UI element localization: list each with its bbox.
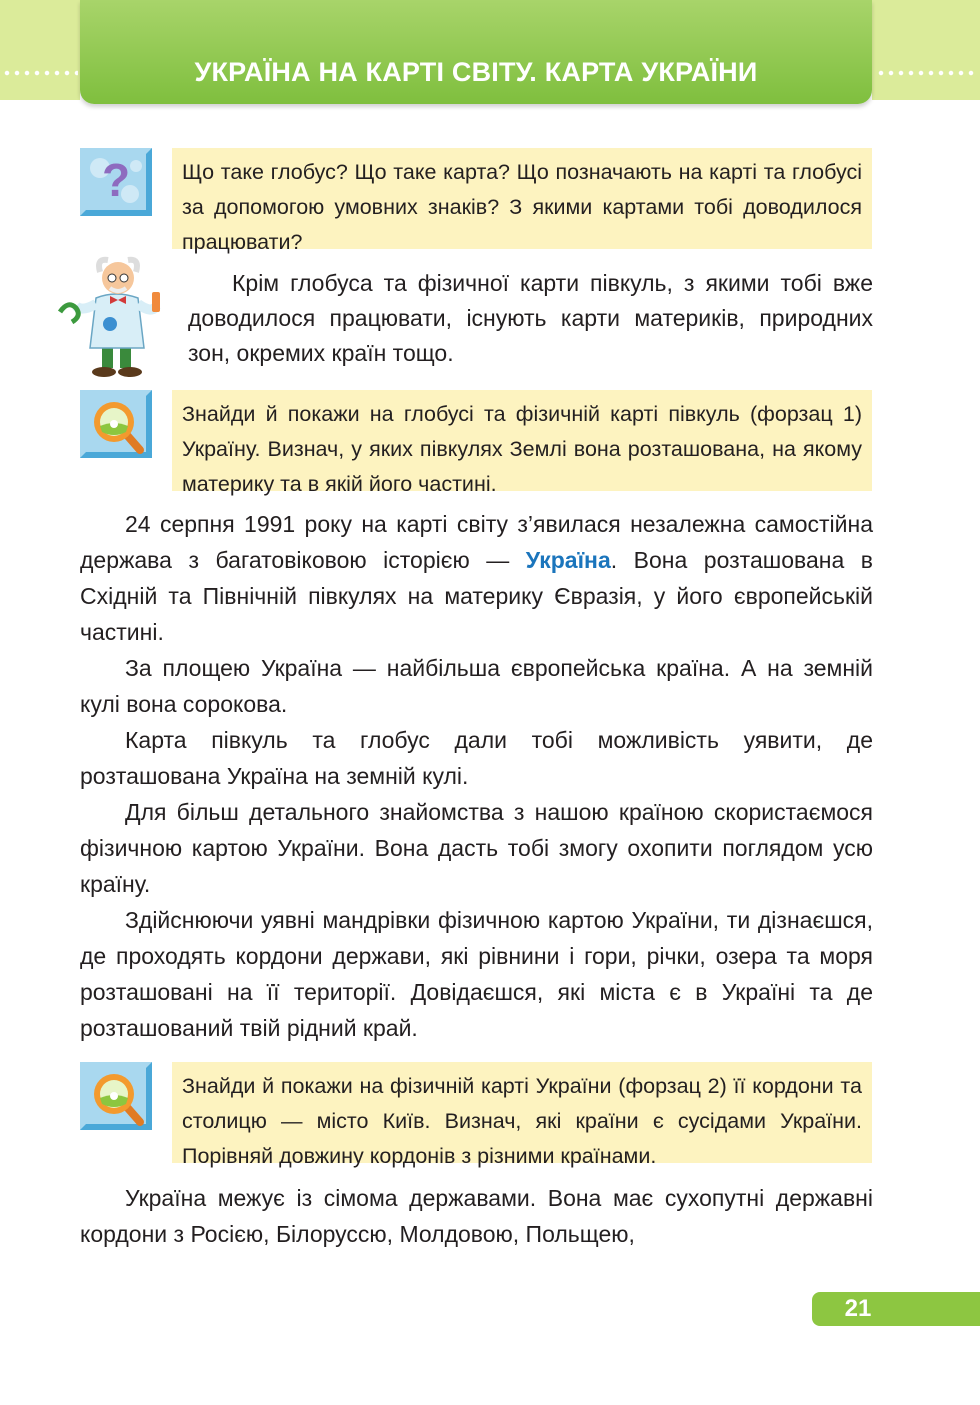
task-box-2 [172,1062,872,1168]
intro-paragraph [188,266,873,371]
paragraph-1: 24 серпня 1991 року на карті світу з’явилася незалежна самостійна держава з багатовіковою історією — Україна. Вона розташована в Східній та Північній півкулях на материку Євразія, у його європейській частині. [80,511,873,645]
main-text [80,506,873,1046]
task-box-1 [172,390,872,496]
closing-text [80,1180,873,1252]
task-2-text: Знайди й покажи на фізичній карті України (форзац 2) її кордони та столицю — місто Київ. Визнач, які країни є сусідами України. Порівняй довжину кордонів з різними країнами. [182,1074,862,1168]
highlight-ukraine: Україна [525,547,611,573]
header-dots-left [2,70,78,76]
header-banner [80,0,872,104]
magnifier-icon [80,1062,152,1130]
paragraph-2: За площею Україна — найбільша європейська країна. А на земній кулі вона сорокова. [80,655,873,717]
page-title: УКРАЇНА НА КАРТІ СВІТУ. КАРТА УКРАЇНИ [194,57,758,87]
page-number: 21 [844,1295,872,1322]
paragraph-3: Карта півкуль та глобус дали тобі можливість уявити, де розташована Україна на земній кулі. [80,727,873,789]
svg-text:?: ? [101,154,131,206]
question-box [172,148,872,254]
professor-icon [58,250,178,380]
intro-text: Крім глобуса та фізичної карти півкуль, з якими тобі вже доводилося працювати, існують карти материків, природних зон, окремих країн тощо. [188,270,873,366]
paragraph-6: Україна межує із сімома державами. Вона має сухопутні державні кордони з Росією, Білоруссю, Молдовою, Польщею, [80,1185,873,1247]
question-text: Що таке глобус? Що таке карта? Що позначають на карті та глобусі за допомогою умовних знаків? З якими картами тобі доводилося працювати? [182,160,862,254]
paragraph-4: Для більш детального знайомства з нашою країною скористаємося фізичною картою України. Вона дасть тобі змогу охопити поглядом усю країну. [80,799,873,897]
question-icon [80,148,152,216]
header-band-left [0,0,80,100]
header-dots-right [876,70,976,76]
header-band-right [872,0,980,100]
paragraph-5: Здійснюючи уявні мандрівки фізичною картою України, ти дізнаєшся, де проходять кордони держави, які рівнини і гори, річки, озера та моря розташовані на її території. Довідаєшся, які міста є в Україні та де розташований твій рідний край. [80,907,873,1041]
magnifier-icon [80,390,152,458]
task-1-text: Знайди й покажи на глобусі та фізичній карті півкуль (форзац 1) Україну. Визнач, у яких півкулях Землі вона розташована, на якому материку та в якій його частині. [182,402,862,496]
